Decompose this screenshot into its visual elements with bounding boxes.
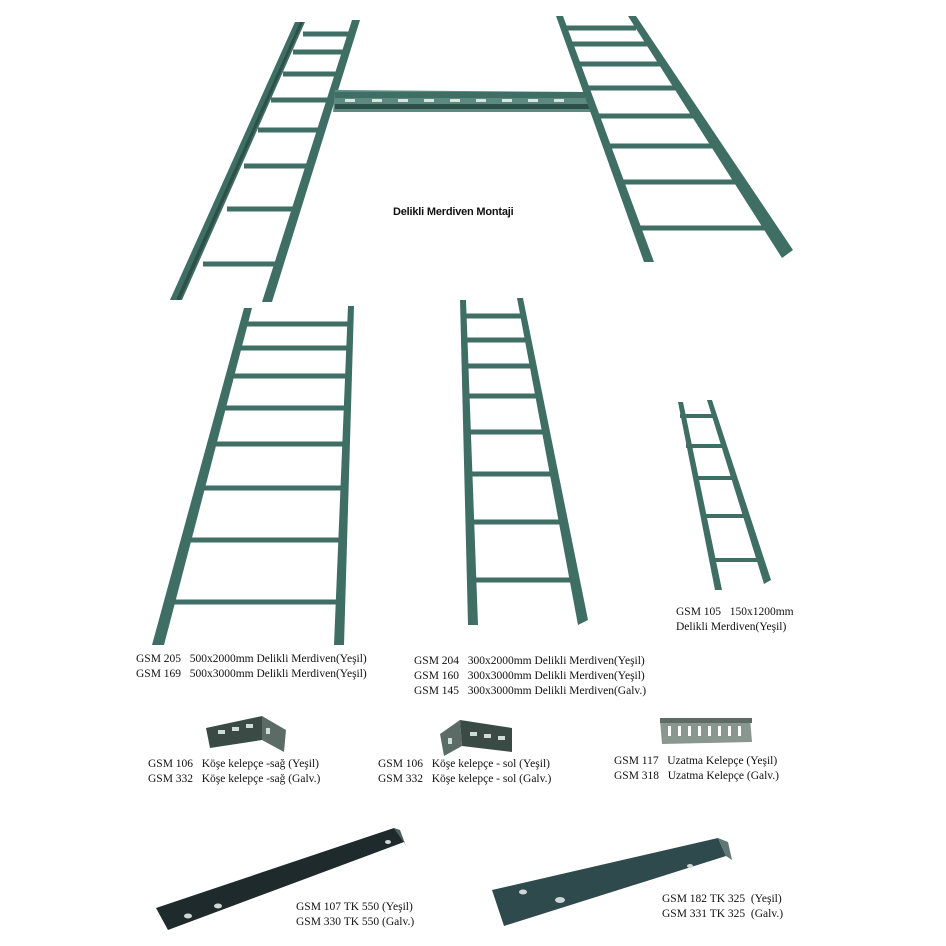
caption-gsm107: GSM 107 TK 550 (Yeşil) xyxy=(296,901,413,913)
caption-gsm169: GSM 169 500x3000mm Delikli Merdiven(Yeşil) xyxy=(136,668,367,680)
caption-gsm182: GSM 182 TK 325 (Yeşil) xyxy=(662,893,782,905)
caption-gsm318: GSM 318 Uzatma Kelepçe (Galv.) xyxy=(614,770,780,782)
caption-gsm331: GSM 331 TK 325 (Galv.) xyxy=(662,908,784,920)
caption-gsm105: GSM 105 150x1200mm Delikli Merdiven(Yeşil) xyxy=(676,606,794,633)
caption-gsm117: GSM 117 Uzatma Kelepçe (Yeşil) xyxy=(614,755,778,767)
product-code: GSM 105 xyxy=(676,606,722,618)
caption-gsm332-right: GSM 332 Köşe kelepçe -sağ (Galv.) xyxy=(148,773,321,785)
caption-gsm205: GSM 205 500x2000mm Delikli Merdiven(Yeşil) xyxy=(136,653,367,665)
caption-gsm145: GSM 145 300x3000mm Delikli Merdiven(Galv.) xyxy=(414,685,647,697)
caption-gsm106-right: GSM 106 Köşe kelepçe -sağ (Yeşil) xyxy=(148,758,320,770)
caption-gsm332-left: GSM 332 Köşe kelepçe - sol (Galv.) xyxy=(378,773,552,785)
caption-gsm330: GSM 330 TK 550 (Galv.) xyxy=(296,916,415,928)
caption-gsm160: GSM 160 300x3000mm Delikli Merdiven(Yeşil) xyxy=(414,670,645,682)
caption-gsm204: GSM 204 300x2000mm Delikli Merdiven(Yeşil) xyxy=(414,655,645,667)
page-title: Delikli Merdiven Montaji xyxy=(393,206,514,218)
caption-gsm106-left: GSM 106 Köşe kelepçe - sol (Yeşil) xyxy=(378,758,550,770)
product-desc: Delikli Merdiven(Yeşil) xyxy=(676,621,787,633)
